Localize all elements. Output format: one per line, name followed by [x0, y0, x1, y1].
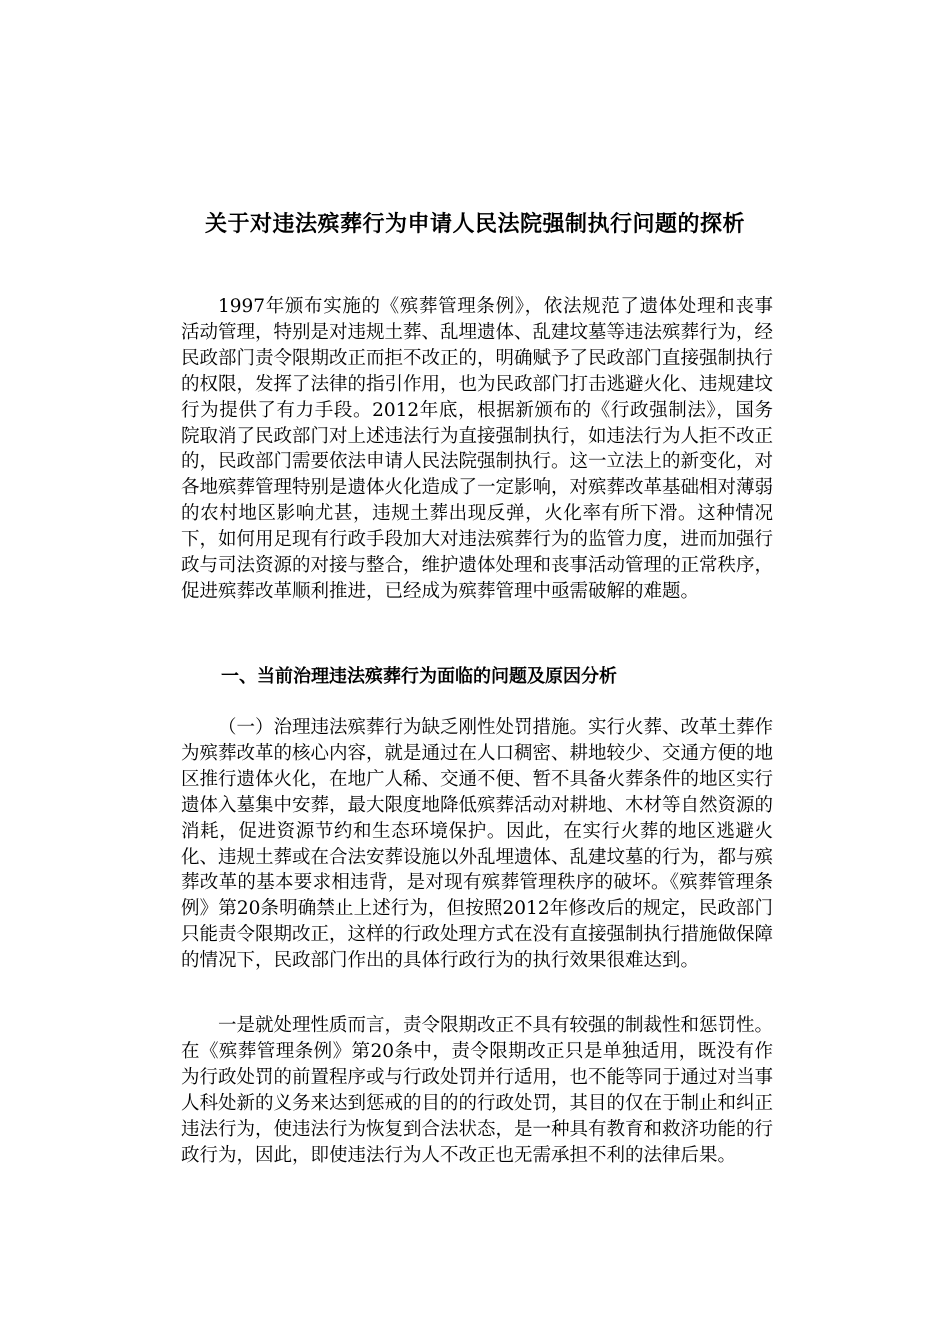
paragraph-intro: 1997年颁布实施的《殡葬管理条例》，依法规范了遗体处理和丧事活动管理，特别是对违规土葬、乱埋遗体、乱建坟墓等违法殡葬行为，经民政部门责令限期改正而拒不改正的，明确赋予了民政部门直接强制执行的权限，发挥了法律的指引作用，也为民政部门打击逃避火化、违规建坟行为提供了有力手段。2012年底，根据新颁布的《行政强制法》，国务院取消了民政部门对上述违法行为直接强制执行，如违法行为人拒不改正的，民政部门需要依法申请人民法院强制执行。这一立法上的新变化，对各地殡葬管理特别是遗体火化造成了一定影响，对殡葬改革基础相对薄弱的农村地区影响尤甚，违规土葬出现反弹，火化率有所下滑。这种情况下，如何用足现有行政手段加大对违法殡葬行为的监管力度，进而加强行政与司法资源的对接与整合，维护遗体处理和丧事活动管理的正常秩序，促进殡葬改革顺利推进，已经成为殡葬管理中亟需破解的难题。	[181, 296, 774, 602]
document-title: 关于对违法殡葬行为申请人民法院强制执行问题的探析	[204, 212, 745, 237]
paragraph-section-1: （一）治理违法殡葬行为缺乏刚性处罚措施。实行火葬、改革土葬作为殡葬改革的核心内容，就是通过在人口稠密、耕地较少、交通方便的地区推行遗体火化，在地广人稀、交通不便、暂不具备火葬条件的地区实行遗体入墓集中安葬，最大限度地降低殡葬活动对耕地、木材等自然资源的消耗，促进资源节约和生态环境保护。因此，在实行火葬的地区逃避火化、违规土葬或在合法安葬设施以外乱埋遗体、乱建坟墓的行为，都与殡葬改革的基本要求相违背，是对现有殡葬管理秩序的破坏。《殡葬管理条例》第20条明确禁止上述行为，但按照2012年修改后的规定，民政部门只能责令限期改正，这样的行政处理方式在没有直接强制执行措施做保障的情况下，民政部门作出的具体行政行为的执行效果很难达到。	[181, 717, 774, 972]
section-heading: 一、当前治理违法殡葬行为面临的问题及原因分析	[221, 666, 617, 687]
paragraph-section-2: 一是就处理性质而言，责令限期改正不具有较强的制裁性和惩罚性。在《殡葬管理条例》第20条中，责令限期改正只是单独适用，既没有作为行政处罚的前置程序或与行政处罚并行适用，也不能等同于通过对当事人科处新的义务来达到惩戒的目的的行政处罚，其目的仅在于制止和纠正违法行为，使违法行为恢复到合法状态，是一种具有教育和救济功能的行政行为，因此，即使违法行为人不改正也无需承担不利的法律后果。	[181, 1015, 774, 1166]
